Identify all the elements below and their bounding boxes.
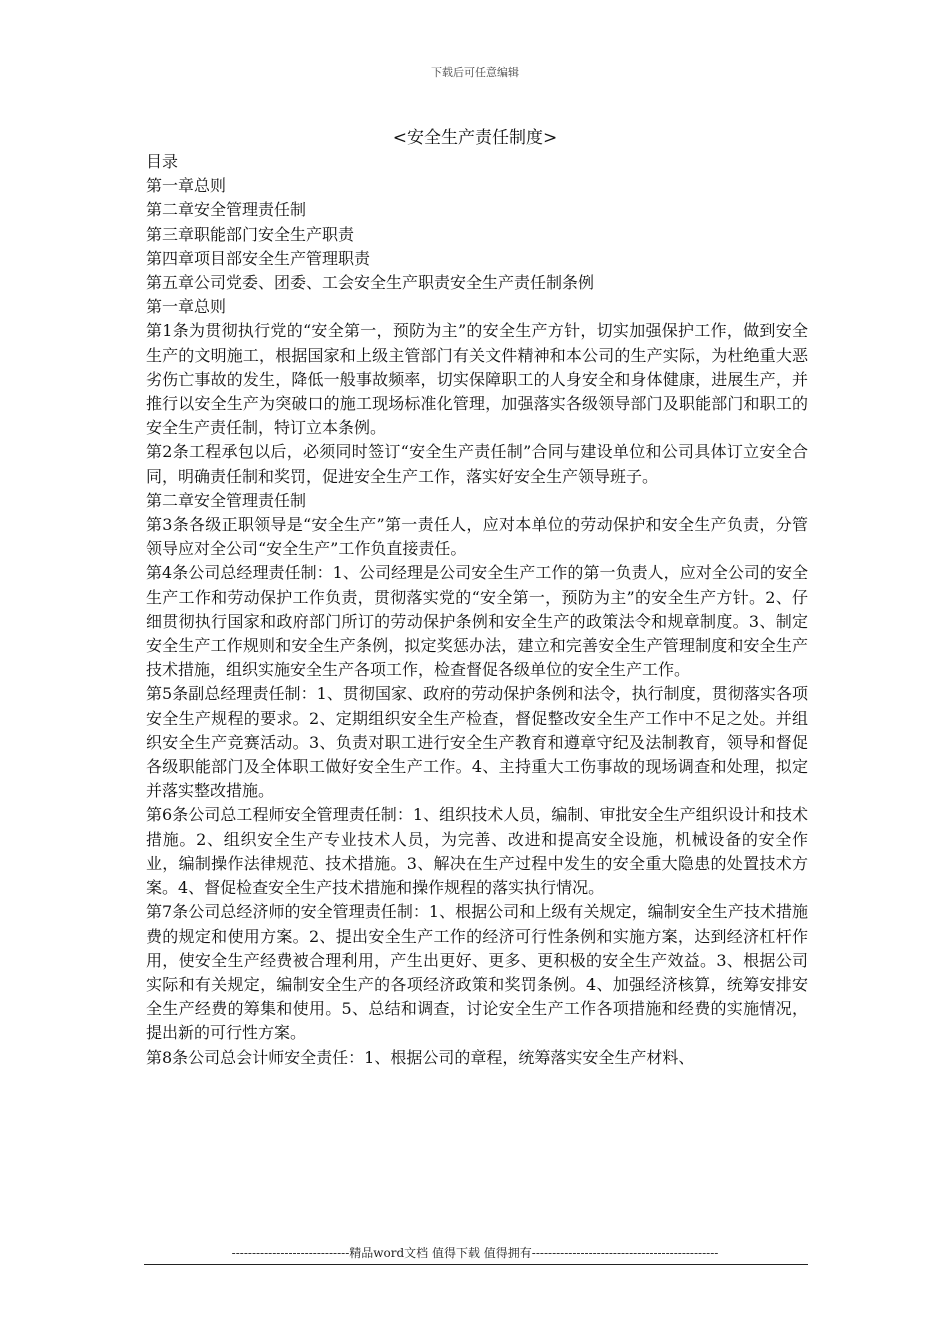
article-8: 第8条公司总会计师安全责任：1、根据公司的章程，统筹落实安全生产材料、 — [146, 1047, 695, 1067]
document-body — [146, 150, 808, 1070]
chapter-heading: 第一章总则 — [146, 297, 227, 317]
article-5: 第5条副总经理责任制：1、贯彻国家、政府的劳动保护条例和法令，执行制度，贯彻落实各项安全生产规程的要求。2、定期组织安全生产检查，督促整改安全生产工作中不足之处。并组织安全生产竞赛活动。3、负责对职工进行安全生产教育和遵章守纪及法制教育，领导和督促各级职能部门及全体职工做好安全生产工作。4、主持重大工伤事故的现场调查和处理，拟定并落实整改措施。 — [146, 684, 808, 801]
chapter-heading: 第二章安全管理责任制 — [146, 490, 307, 510]
article-4: 第4条公司总经理责任制：1、公司经理是公司安全生产工作的第一负责人，应对全公司的安全生产工作和劳动保护工作负责，贯彻落实党的“安全第一，预防为主”的安全生产方针。2、仔细贯彻执行国家和政府部门所订的劳动保护条例和安全生产的政策法令和规章制度。3、制定安全生产工作规则和安全生产条例，拟定奖惩办法，建立和完善安全生产管理制度和安全生产技术措施，组织实施安全生产各项工作，检查督促各级单位的安全生产工作。 — [146, 563, 808, 680]
toc-item: 第一章总则 — [146, 176, 227, 196]
article-6: 第6条公司总工程师安全管理责任制：1、组织技术人员，编制、审批安全生产组织设计和技术措施。2、组织安全生产专业技术人员，为完善、改进和提高安全设施，机械设备的安全作业，编制操作法律规范、技术措施。3、解决在生产过程中发生的安全重大隐患的处置技术方案。4、督促检查安全生产技术措施和操作规程的落实执行情况。 — [146, 805, 808, 898]
article-3: 第3条各级正职领导是“安全生产”第一责任人，应对本单位的劳动保护和安全生产负责，分管领导应对全公司“安全生产”工作负直接责任。 — [146, 515, 808, 559]
footer-divider — [144, 1264, 808, 1265]
article-2: 第2条工程承包以后，必须同时签订“安全生产责任制”合同与建设单位和公司具体订立安全合同，明确责任制和奖罚，促进安全生产工作，落实好安全生产领导班子。 — [146, 442, 808, 486]
toc-item: 第三章职能部门安全生产职责 — [146, 224, 355, 244]
toc-item: 第四章项目部安全生产管理职责 — [146, 248, 371, 268]
toc-heading: 目录 — [146, 152, 179, 171]
toc-item: 第五章公司党委、团委、工会安全生产职责安全生产责任制条例 — [146, 273, 595, 293]
toc-item: 第二章安全管理责任制 — [146, 200, 307, 220]
article-1: 第1条为贯彻执行党的“安全第一，预防为主”的安全生产方针，切实加强保护工作，做到安全生产的文明施工，根据国家和上级主管部门有关文件精神和本公司的生产实际，为杜绝重大恶劣伤亡事故的发生，降低一般事故频率，切实保障职工的人身安全和身体健康，进展生产，并推行以安全生产为突破口的施工现场标准化管理，加强落实各级领导部门及职能部门和职工的安全生产责任制，特订立本条例。 — [146, 321, 808, 438]
article-7: 第7条公司总经济师的安全管理责任制：1、根据公司和上级有关规定，编制安全生产技术措施费的规定和使用方案。2、提出安全生产工作的经济可行性条例和实施方案，达到经济杠杆作用，使安全生产经费被合理利用，产生出更好、更多、更积极的安全生产效益。3、根据公司实际和有关规定，编制安全生产的各项经济政策和奖罚条例。4、加强经济核算，统筹安排安全生产经费的筹集和使用。5、总结和调查，讨论安全生产工作各项措施和经费的实施情况，提出新的可行性方案。 — [146, 902, 808, 1043]
header-note: 下载后可任意编辑 — [431, 66, 519, 79]
footer-text: -----------------------------精品word文档 值得下载 值得拥有---------------------------------------------- — [231, 1246, 719, 1260]
document-title: <安全生产责任制度> — [392, 128, 558, 148]
